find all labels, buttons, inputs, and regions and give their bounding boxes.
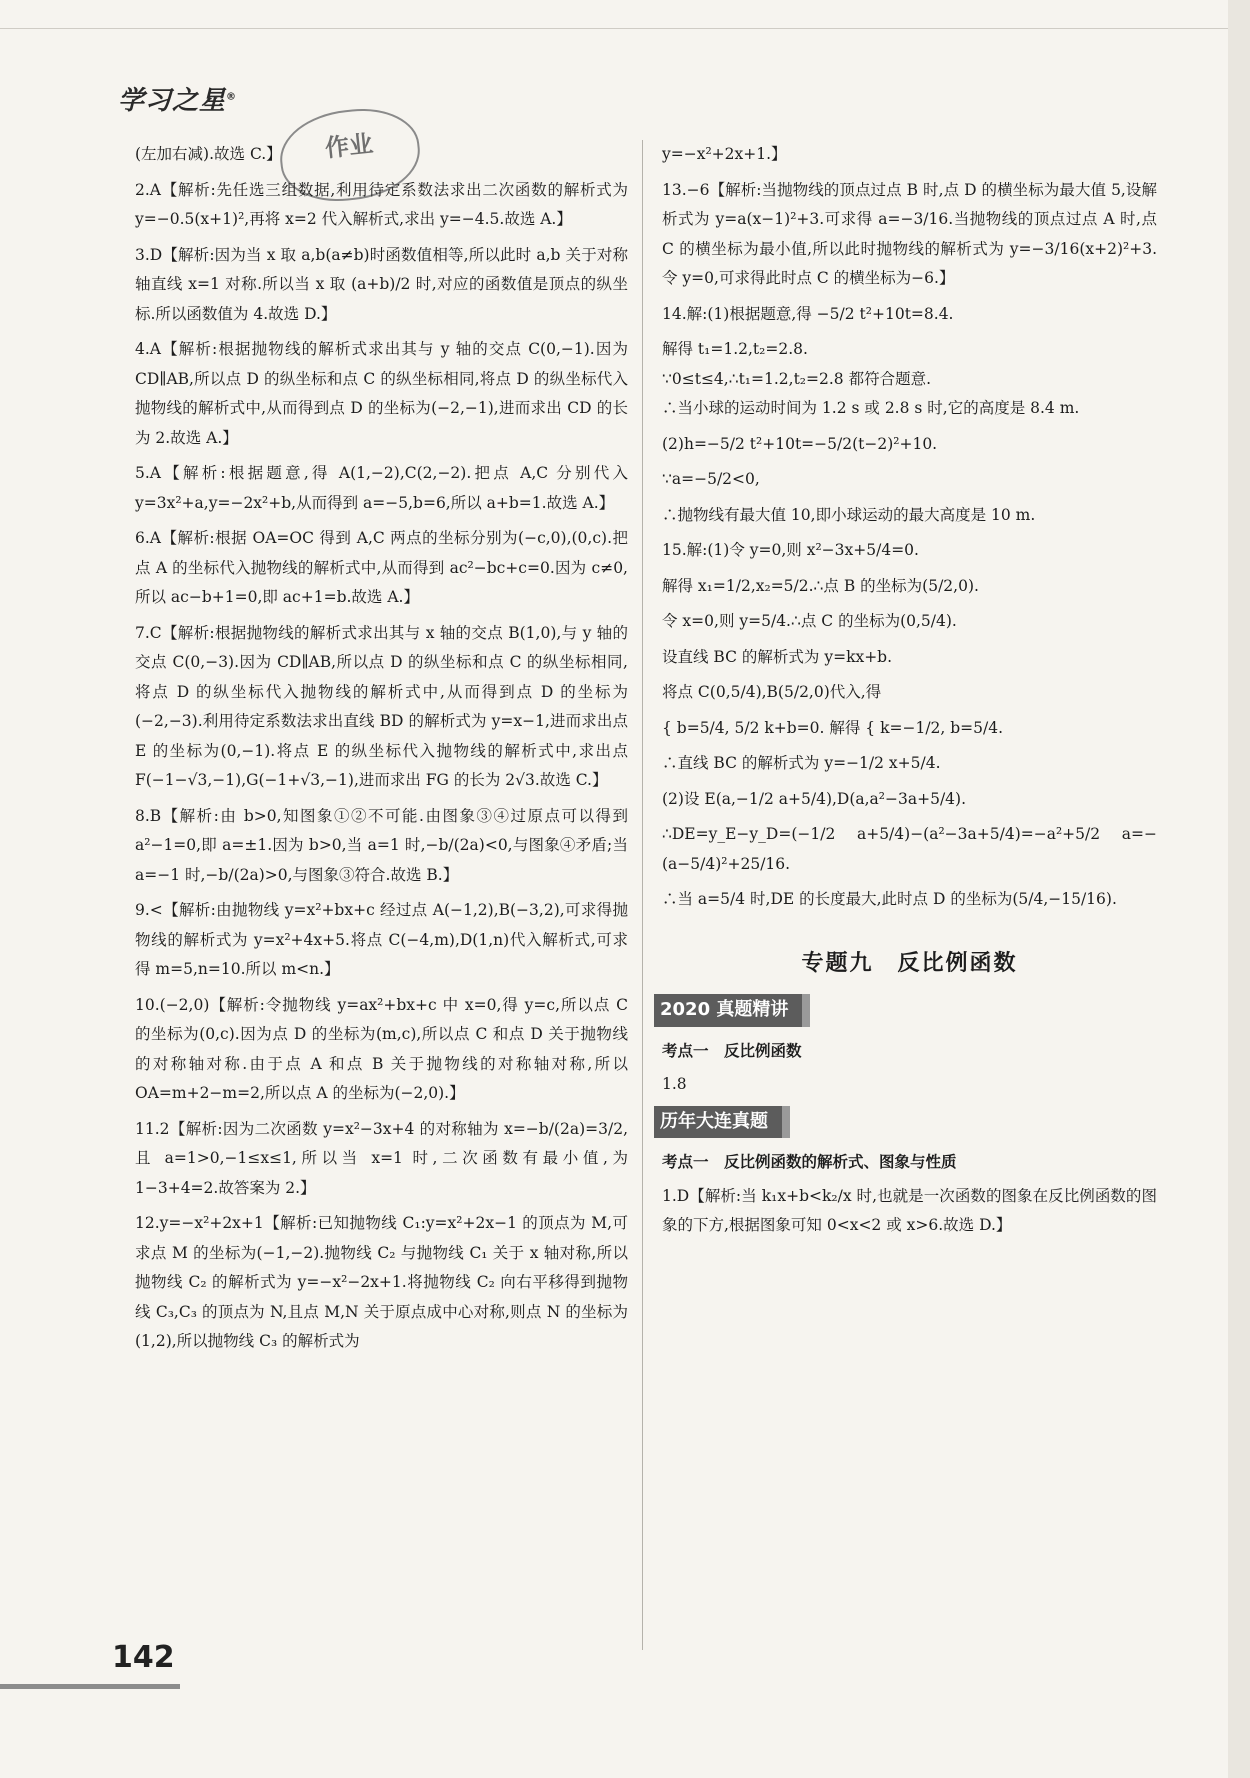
- answer-line: 14.解:(1)根据题意,得 −5/2 t²+10t=8.4.: [662, 304, 954, 323]
- answer-line: (2)设 E(a,−1/2 a+5/4),D(a,a²−3a+5/4).: [662, 789, 967, 808]
- page-number: 142: [112, 1640, 175, 1675]
- answer-item: 13.−6【解析:当抛物线的顶点过点 B 时,点 D 的横坐标为最大值 5,设解析式为 y=a(x−1)²+3.可求得 a=−3/16.当抛物线的顶点过点 A 时,点 C 的横坐标为最小值,所以此时抛物线的解析式为 y=−3/16(x+2)²+3.令 y=0,可求得此时点 C 的横坐标为−6.】: [662, 180, 1157, 287]
- answer-item: 2.A【解析:先任选三组数据,利用待定系数法求出二次函数的解析式为 y=−0.5(x+1)²,再将 x=2 代入解析式,求出 y=−4.5.故选 A.】: [135, 180, 628, 228]
- answer-line: 设直线 BC 的解析式为 y=kx+b.: [662, 647, 893, 666]
- answer-line: ∴当 a=5/4 时,DE 的长度最大,此时点 D 的坐标为(5/4,−15/16).: [662, 890, 1117, 908]
- top-rule: [0, 28, 1232, 29]
- answer-line: ∴直线 BC 的解析式为 y=−1/2 x+5/4.: [662, 754, 941, 772]
- kaodian-heading: 考点一 反比例函数: [662, 1041, 802, 1060]
- answer-line: ∴当小球的运动时间为 1.2 s 或 2.8 s 时,它的高度是 8.4 m.: [662, 399, 1080, 417]
- page-number-bar: [0, 1684, 180, 1689]
- answer-item: 1.D【解析:当 k₁x+b<k₂/x 时,也就是一次函数的图象在反比例函数的图象的下方,根据图象可知 0<x<2 或 x>6.故选 D.】: [662, 1186, 1157, 1234]
- answer-item: 4.A【解析:根据抛物线的解析式求出其与 y 轴的交点 C(0,−1).因为 CD∥AB,所以点 D 的纵坐标和点 C 的纵坐标相同,将点 D 的纵坐标代入抛物线的解析式中,从而得到点 D 的坐标为(−2,−1),进而求出 CD 的长为 2.故选 A.】: [135, 340, 628, 447]
- answer-line: ∵0≤t≤4,∴t₁=1.2,t₂=2.8 都符合题意.: [662, 369, 932, 388]
- brand-text: 学习之星: [118, 86, 227, 116]
- brand-mark: ®: [226, 91, 238, 103]
- answer-item: 7.C【解析:根据抛物线的解析式求出其与 x 轴的交点 B(1,0),与 y 轴的交点 C(0,−3).因为 CD∥AB,所以点 D 的纵坐标和点 C 的纵坐标相同,将点 D 的纵坐标代入抛物线的解析式中,从而得到点 D 的坐标为(−2,−3).利用待定系数法求出直线 BD 的解析式为 y=x−1,进而求出点 E 的坐标为(0,−1).将点 E 的纵坐标代入抛物线的解析式中,求出点 F(−1−√3,−1),G(−1+√3,−1),进而求出 FG 的长为 2√3.故选 C.】: [135, 623, 628, 789]
- section-banner: 2020 真题精讲: [654, 994, 810, 1027]
- section-title: 专题九 反比例函数: [801, 950, 1018, 976]
- answer-line: ∴DE=y_E−y_D=(−1/2 a+5/4)−(a²−3a+5/4)=−a²+5/2 a=−(a−5/4)²+25/16.: [662, 825, 1157, 873]
- column-divider: [642, 140, 643, 1650]
- answer-line: y=−x²+2x+1.】: [662, 145, 787, 163]
- torn-paper-edge: [1228, 0, 1250, 1778]
- equation-system: { b=5/4, 5/2 k+b=0. 解得 { k=−1/2, b=5/4.: [662, 718, 1004, 737]
- brand-logo: [118, 80, 237, 117]
- answer-line: 将点 C(0,5/4),B(5/2,0)代入,得: [662, 683, 882, 701]
- answer-line: 令 x=0,则 y=5/4.∴点 C 的坐标为(0,5/4).: [662, 612, 957, 630]
- stamp-text: 作业: [323, 129, 375, 163]
- answer-line: (2)h=−5/2 t²+10t=−5/2(t−2)²+10.: [662, 434, 938, 453]
- answer-item: 11.2【解析:因为二次函数 y=x²−3x+4 的对称轴为 x=−b/(2a)=3/2,且 a=1>0,−1≤x≤1,所以当 x=1 时,二次函数有最小值,为 1−3+4=2.故答案为 2.】: [135, 1119, 628, 1197]
- answer-item: (左加右减).故选 C.】: [135, 145, 282, 163]
- right-column: [662, 140, 1157, 1241]
- section-banner: 历年大连真题: [654, 1106, 790, 1139]
- answer-line: ∵a=−5/2<0,: [662, 470, 760, 488]
- answer-item: 3.D【解析:因为当 x 取 a,b(a≠b)时函数值相等,所以此时 a,b 关于对称轴直线 x=1 对称.所以当 x 取 (a+b)/2 时,对应的函数值是顶点的纵坐标.所以函数值为 4.故选 D.】: [135, 245, 628, 323]
- answer-line: 解得 x₁=1/2,x₂=5/2.∴点 B 的坐标为(5/2,0).: [662, 576, 979, 595]
- answer-line: 15.解:(1)令 y=0,则 x²−3x+5/4=0.: [662, 541, 919, 559]
- answer-line: 解得 t₁=1.2,t₂=2.8.: [662, 340, 808, 358]
- answer-item: 9.<【解析:由抛物线 y=x²+bx+c 经过点 A(−1,2),B(−3,2),可求得抛物线的解析式为 y=x²+4x+5.将点 C(−4,m),D(1,n)代入解析式,可求得 m=5,n=10.所以 m<n.】: [135, 901, 628, 978]
- answer-line: 1.8: [662, 1075, 687, 1093]
- answer-item: 5.A【解析:根据题意,得 A(1,−2),C(2,−2).把点 A,C 分别代入 y=3x²+a,y=−2x²+b,从而得到 a=−5,b=6,所以 a+b=1.故选 A.】: [135, 464, 628, 512]
- kaodian-heading: 考点一 反比例函数的解析式、图象与性质: [662, 1153, 957, 1171]
- left-column: [135, 140, 628, 1357]
- answer-item: 10.(−2,0)【解析:令抛物线 y=ax²+bx+c 中 x=0,得 y=c,所以点 C 的坐标为(0,c).因为点 D 的坐标为(m,c),所以点 C 和点 D 关于抛物线的对称轴对称.由于点 A 和点 B 关于抛物线的对称轴对称,所以 OA=m+2−m=2,所以点 A 的坐标为(−2,0).】: [135, 995, 628, 1102]
- answer-item: 8.B【解析:由 b>0,知图象①②不可能.由图象③④过原点可以得到 a²−1=0,即 a=±1.因为 b>0,当 a=1 时,−b/(2a)<0,与图象④矛盾;当 a=−1 时,−b/(2a)>0,与图象③符合.故选 B.】: [135, 806, 628, 884]
- answer-line: ∴抛物线有最大值 10,即小球运动的最大高度是 10 m.: [662, 505, 1036, 524]
- answer-item: 6.A【解析:根据 OA=OC 得到 A,C 两点的坐标分别为(−c,0),(0,c).把点 A 的坐标代入抛物线的解析式中,从而得到 ac²−bc+c=0.因为 c≠0,所以 ac−b+1=0,即 ac+1=b.故选 A.】: [135, 529, 628, 606]
- answer-item: 12.y=−x²+2x+1【解析:已知抛物线 C₁:y=x²+2x−1 的顶点为 M,可求点 M 的坐标为(−1,−2).抛物线 C₂ 与抛物线 C₁ 关于 x 轴对称,所以抛物线 C₂ 的解析式为 y=−x²−2x+1.将抛物线 C₂ 向右平移得到抛物线 C₃,C₃ 的顶点为 N,且点 M,N 关于原点成中心对称,则点 N 的坐标为(1,2),所以抛物线 C₃ 的解析式为: [135, 1214, 628, 1350]
